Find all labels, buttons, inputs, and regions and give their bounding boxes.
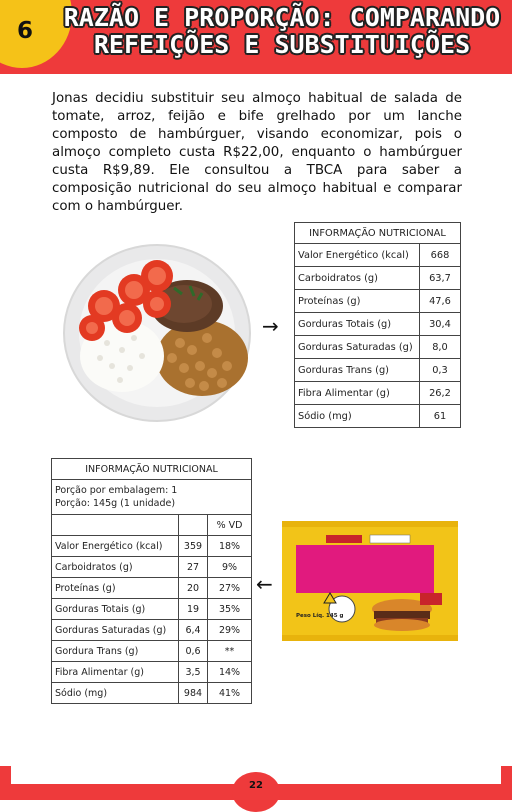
row-label: Proteínas (g) — [52, 578, 179, 599]
lunch-nutrition-table — [294, 222, 461, 428]
page-title-line-2: REFEIÇÕES E SUBSTITUIÇÕES — [93, 30, 471, 59]
row-label: Gorduras Totais (g) — [295, 313, 420, 336]
row-value: 26,2 — [420, 382, 461, 405]
row-value: 61 — [420, 405, 461, 428]
row-vd: ** — [208, 641, 252, 662]
table-row — [52, 641, 252, 662]
row-vd: 18% — [208, 536, 252, 557]
row-value: 359 — [179, 536, 208, 557]
table-row — [52, 536, 252, 557]
row-vd: 41% — [208, 683, 252, 704]
table-row — [295, 267, 461, 290]
page-title-line-1: RAZÃO E PROPORÇÃO: COMPARANDO — [63, 3, 501, 32]
table-row — [295, 359, 461, 382]
vd-header: % VD — [208, 515, 252, 536]
row-value: 984 — [179, 683, 208, 704]
arrow-right-icon: → — [262, 314, 279, 338]
row-label: Carboidratos (g) — [295, 267, 420, 290]
burger-package-image — [282, 521, 458, 641]
row-vd: 9% — [208, 557, 252, 578]
table-row — [52, 620, 252, 641]
row-value: 20 — [179, 578, 208, 599]
table-row — [295, 382, 461, 405]
burger-table-title: INFORMAÇÃO NUTRICIONAL — [52, 459, 252, 480]
page-title — [62, 4, 502, 58]
row-value: 0,6 — [179, 641, 208, 662]
table-row — [295, 290, 461, 313]
table-row — [295, 244, 461, 267]
table-row — [52, 557, 252, 578]
arrow-left-icon: ← — [256, 572, 273, 596]
lunch-plate-image — [62, 238, 252, 428]
footer-right-edge — [501, 766, 512, 786]
row-value: 19 — [179, 599, 208, 620]
row-value: 6,4 — [179, 620, 208, 641]
row-value: 30,4 — [420, 313, 461, 336]
row-label: Gorduras Trans (g) — [295, 359, 420, 382]
burger-nutrition-table — [51, 458, 252, 704]
empty-header-cell — [52, 515, 179, 536]
empty-header-cell — [179, 515, 208, 536]
row-label: Sódio (mg) — [295, 405, 420, 428]
row-vd: 35% — [208, 599, 252, 620]
table-row — [295, 405, 461, 428]
row-label: Fibra Alimentar (g) — [52, 662, 179, 683]
row-value: 668 — [420, 244, 461, 267]
table-row — [52, 662, 252, 683]
chapter-number: 6 — [16, 18, 33, 44]
portion-info — [52, 480, 252, 515]
intro-paragraph: Jonas decidiu substituir seu almoço habitual de salada de tomate, arroz, feijão e bife grelhado por um lanche composto de hambúrguer, visando economizar, pois o almoço completo custa R$22,00, enquanto o hambúrguer custa R$9,89. Ele consultou a TBCA para saber a composição nutricional do seu almoço habitual e comparar com o hambúrguer. — [52, 91, 462, 214]
row-label: Gorduras Saturadas (g) — [52, 620, 179, 641]
row-vd: 29% — [208, 620, 252, 641]
portion-line-2: Porção: 145g (1 unidade) — [55, 498, 176, 509]
row-label: Proteínas (g) — [295, 290, 420, 313]
row-label: Valor Energético (kcal) — [295, 244, 420, 267]
row-value: 0,3 — [420, 359, 461, 382]
row-label: Sódio (mg) — [52, 683, 179, 704]
table-row — [295, 313, 461, 336]
row-label: Carboidratos (g) — [52, 557, 179, 578]
row-label: Gordura Trans (g) — [52, 641, 179, 662]
row-value: 27 — [179, 557, 208, 578]
row-value: 3,5 — [179, 662, 208, 683]
page-number: 22 — [249, 780, 263, 791]
table-row — [295, 336, 461, 359]
page-number-badge — [232, 772, 280, 812]
table-row — [52, 683, 252, 704]
row-vd: 27% — [208, 578, 252, 599]
table-row — [52, 599, 252, 620]
row-value: 8,0 — [420, 336, 461, 359]
row-vd: 14% — [208, 662, 252, 683]
row-value: 47,6 — [420, 290, 461, 313]
row-label: Fibra Alimentar (g) — [295, 382, 420, 405]
row-label: Gorduras Saturadas (g) — [295, 336, 420, 359]
portion-line-1: Porção por embalagem: 1 — [55, 485, 178, 496]
table-row — [52, 578, 252, 599]
footer-left-edge — [0, 766, 11, 786]
row-label: Valor Energético (kcal) — [52, 536, 179, 557]
row-value: 63,7 — [420, 267, 461, 290]
row-label: Gorduras Totais (g) — [52, 599, 179, 620]
package-weight-label: Peso Líq. 145 g — [296, 613, 344, 619]
lunch-table-title: INFORMAÇÃO NUTRICIONAL — [295, 223, 461, 244]
